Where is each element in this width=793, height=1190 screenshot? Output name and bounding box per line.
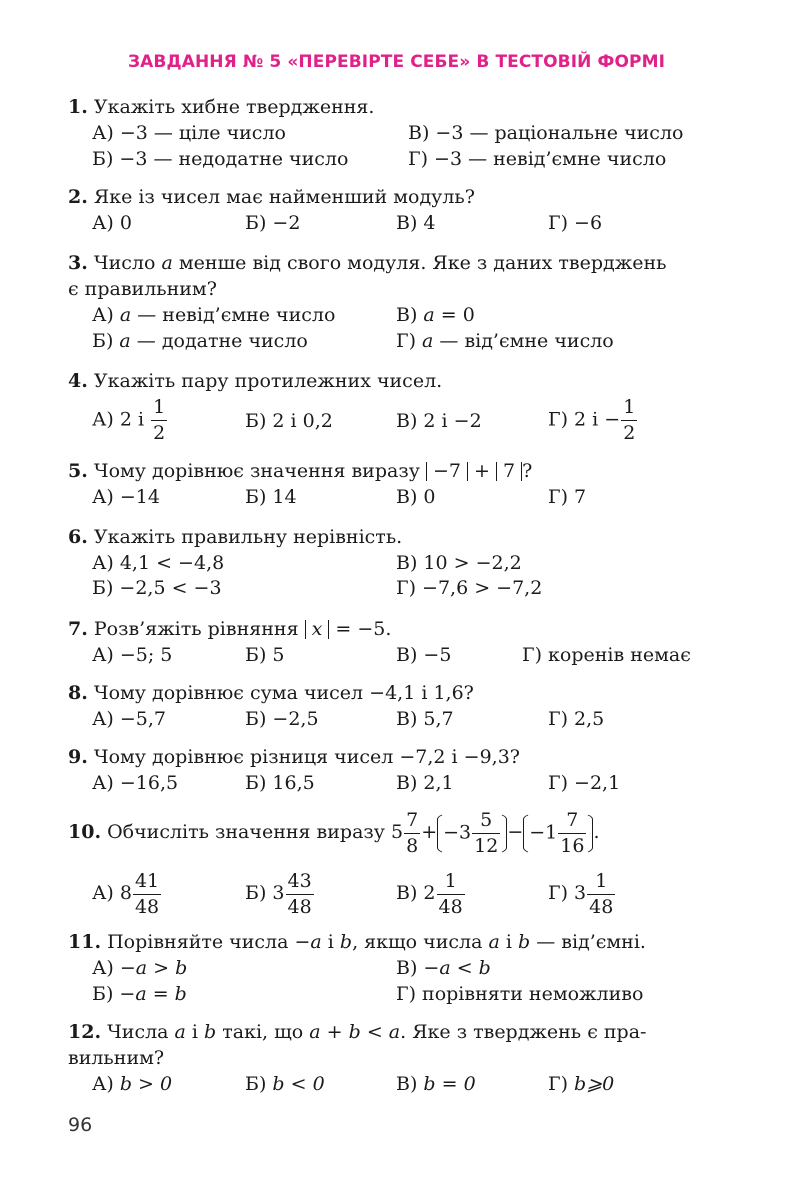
question-8: 8. Чому дорівнює сума чисел −4,1 і 1,6? bbox=[68, 682, 474, 704]
question-7: 7. Розв’яжіть рівняння x = −5. bbox=[68, 618, 392, 640]
q10-option-a: А) 8 $\frac{41}{48}$ bbox=[92, 869, 160, 918]
q11-option-g: Г) порівняти неможливо bbox=[396, 983, 644, 1005]
q1-option-v: В) −3 — раціональне число bbox=[408, 122, 684, 144]
q11-option-a: А) −a > b bbox=[92, 957, 188, 979]
q5-option-a: А) −14 bbox=[92, 486, 160, 508]
q1-option-b: Б) −3 — недодатне число bbox=[92, 148, 349, 170]
q8-option-b: Б) −2,5 bbox=[245, 708, 319, 730]
question-3-line2: є правильним? bbox=[68, 278, 217, 300]
q6-option-g: Г) −7,6 > −7,2 bbox=[396, 577, 543, 599]
q9-option-v: В) 2,1 bbox=[396, 772, 454, 794]
q9-option-a: А) −16,5 bbox=[92, 772, 179, 794]
question-4: 4. Укажіть пару протилежних чисел. bbox=[68, 370, 443, 392]
absolute-value: −7 bbox=[426, 462, 468, 481]
fraction: $\frac{1}{48}$ bbox=[438, 869, 463, 918]
question-12: 12. Числа a і b такі, що a + b < a. Яке з тверджень є пра- bbox=[68, 1021, 647, 1043]
section-heading: ЗАВДАННЯ № 5 «ПЕРЕВІРТЕ СЕБЕ» В ТЕСТОВІЙ ФОРМІ bbox=[127, 52, 666, 72]
question-6: 6. Укажіть правильну нерівність. bbox=[68, 526, 403, 548]
absolute-value: x bbox=[305, 620, 330, 639]
q10-option-v: В) 2 $\frac{1}{48}$ bbox=[396, 869, 463, 918]
q1-option-a: А) −3 — ціле число bbox=[92, 122, 286, 144]
parenthesis-group: −1 $\frac{7}{16}$ bbox=[523, 810, 593, 857]
q4-option-a: А) 2 і $\frac{1}{2}$ bbox=[92, 396, 166, 444]
question-5: 5. Чому дорівнює значення виразу −7 + 7 ? bbox=[68, 460, 533, 482]
q11-option-v: В) −a < b bbox=[396, 957, 491, 979]
q1-option-g: Г) −3 — невід’ємне число bbox=[408, 148, 667, 170]
q2-option-v: В) 4 bbox=[396, 212, 436, 234]
question-9: 9. Чому дорівнює різниця чисел −7,2 і −9,3? bbox=[68, 746, 520, 768]
q6-option-a: А) 4,1 < −4,8 bbox=[92, 552, 225, 574]
fraction: $\frac{41}{48}$ bbox=[134, 869, 160, 918]
q8-option-g: Г) 2,5 bbox=[548, 708, 605, 730]
q4-option-b: Б) 2 і 0,2 bbox=[245, 410, 333, 432]
q11-option-b: Б) −a = b bbox=[92, 983, 187, 1005]
q6-option-v: В) 10 > −2,2 bbox=[396, 552, 522, 574]
q7-option-b: Б) 5 bbox=[245, 644, 285, 666]
q3-option-a: А) a — невід’ємне число bbox=[92, 304, 336, 326]
q9-option-g: Г) −2,1 bbox=[548, 772, 621, 794]
fraction: $\frac{1}{2}$ bbox=[623, 396, 636, 444]
page-number: 96 bbox=[68, 1114, 93, 1136]
q9-option-b: Б) 16,5 bbox=[245, 772, 315, 794]
q3-option-g: Г) a — від’ємне число bbox=[396, 330, 614, 352]
q10-option-b: Б) 3 $\frac{43}{48}$ bbox=[245, 869, 312, 918]
absolute-value: 7 bbox=[496, 462, 522, 481]
fraction: $\frac{1}{2}$ bbox=[153, 396, 166, 444]
q5-option-g: Г) 7 bbox=[548, 486, 587, 508]
q4-option-v: В) 2 і −2 bbox=[396, 410, 482, 432]
question-2: 2. Яке із чисел має найменший модуль? bbox=[68, 186, 475, 208]
question-1: 1. Укажіть хибне твердження. bbox=[68, 96, 375, 118]
question-3: 3. Число a менше від свого модуля. Яке з даних тверджень bbox=[68, 252, 667, 274]
q7-option-a: А) −5; 5 bbox=[92, 644, 173, 666]
q12-option-v: В) b = 0 bbox=[396, 1073, 476, 1095]
parenthesis-group: −3 $\frac{5}{12}$ bbox=[437, 810, 507, 857]
q6-option-b: Б) −2,5 < −3 bbox=[92, 577, 222, 599]
q3-option-b: Б) a — додатне число bbox=[92, 330, 308, 352]
q3-option-v: В) a = 0 bbox=[396, 304, 475, 326]
q12-option-g: Г) b⩾0 bbox=[548, 1073, 615, 1095]
question-10: 10. Обчисліть значення виразу 5 $\frac{7}{8}$ + −3 $\frac{5}{12}$ − −1 $\frac{7}{16}$ . bbox=[68, 808, 600, 857]
q8-option-v: В) 5,7 bbox=[396, 708, 454, 730]
q2-option-g: Г) −6 bbox=[548, 212, 603, 234]
fraction: $\frac{7}{8}$ bbox=[406, 808, 419, 857]
q10-option-g: Г) 3 $\frac{1}{48}$ bbox=[548, 869, 614, 918]
q7-option-v: В) −5 bbox=[396, 644, 452, 666]
q2-option-a: А) 0 bbox=[92, 212, 132, 234]
q5-option-b: Б) 14 bbox=[245, 486, 297, 508]
q4-option-g: Г) 2 і − $\frac{1}{2}$ bbox=[548, 396, 636, 444]
q12-option-b: Б) b < 0 bbox=[245, 1073, 325, 1095]
q2-option-b: Б) −2 bbox=[245, 212, 301, 234]
question-11: 11. Порівняйте числа −a і b, якщо числа a і b — від’ємні. bbox=[68, 931, 646, 953]
q5-option-v: В) 0 bbox=[396, 486, 436, 508]
question-12-line2: вильним? bbox=[68, 1047, 165, 1069]
fraction: $\frac{5}{12}$ bbox=[474, 808, 499, 857]
fraction: $\frac{7}{16}$ bbox=[560, 808, 585, 857]
fraction: $\frac{1}{48}$ bbox=[589, 869, 614, 918]
q12-option-a: А) b > 0 bbox=[92, 1073, 173, 1095]
q7-option-g: Г) коренів немає bbox=[522, 644, 691, 666]
q8-option-a: А) −5,7 bbox=[92, 708, 166, 730]
fraction: $\frac{43}{48}$ bbox=[287, 869, 312, 918]
